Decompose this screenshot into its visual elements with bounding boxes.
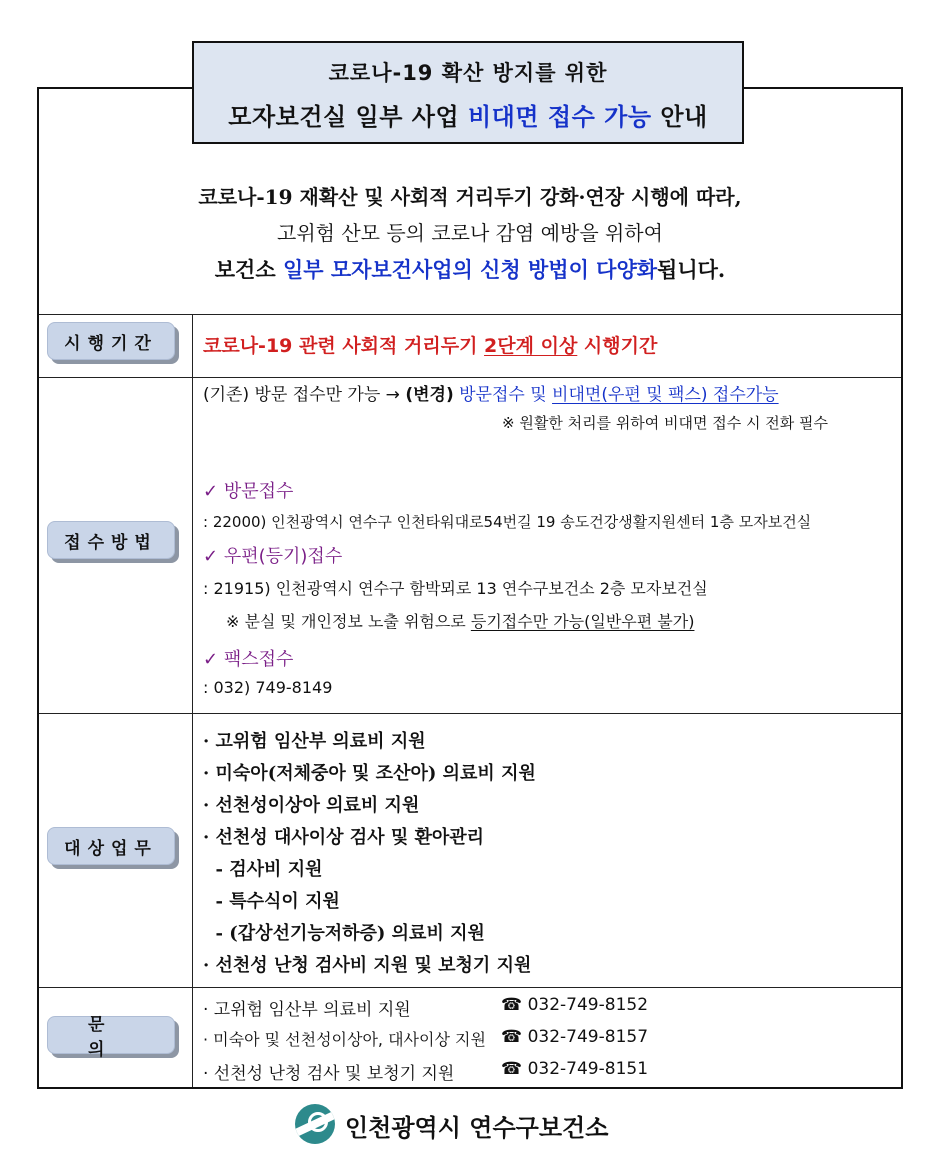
intro-line3 — [39, 254, 901, 284]
inquiry-phone-wrap — [501, 995, 648, 1015]
mail-title: 우편(등기)접수 — [223, 546, 343, 567]
inquiry-phone[interactable]: 032-749-8152 — [527, 995, 649, 1015]
method-note: ※ 원활한 처리를 위하여 비대면 접수 시 전화 필수 — [502, 414, 829, 432]
title-line2-part1: 모자보건실 일부 사업 — [228, 103, 468, 131]
intro-line3-part1: 보건소 — [214, 257, 283, 282]
inquiry-item — [203, 1059, 649, 1084]
inquiry-label-cell — [39, 988, 193, 1087]
method-label: 접수방법 — [47, 521, 175, 559]
mail-note — [226, 609, 694, 632]
intro-line1: 코로나-19 재확산 및 사회적 거리두기 강화·연장 시행에 따라, — [198, 185, 742, 209]
phone-icon: ☎ — [501, 1059, 523, 1079]
intro-line3-part3: 됩니다. — [657, 257, 726, 282]
yeonsu-gu-logo-icon — [295, 1104, 335, 1144]
service-subitem: - 특수식이 지원 — [203, 891, 340, 912]
inquiry-phone[interactable]: 032-749-8157 — [527, 1027, 649, 1047]
footer-org: 인천광역시 연수구보건소 — [345, 1114, 609, 1142]
visit-heading — [203, 477, 293, 503]
service-subitem: - 검사비 지원 — [203, 859, 323, 880]
mail-address: : 21915) 인천광역시 연수구 함박뫼로 13 연수구보건소 2층 모자보건실 — [203, 579, 708, 598]
inquiry-item — [203, 995, 649, 1020]
inquiry-content — [194, 988, 901, 1087]
method-content — [194, 378, 901, 713]
mail-note-part1: ※ 분실 및 개인정보 노출 위험으로 — [226, 612, 471, 631]
inquiry-name: · 고위험 임산부 의료비 지원 — [203, 1000, 411, 1020]
row-inquiry — [39, 988, 901, 1087]
inquiry-phone-wrap — [501, 1027, 648, 1047]
check-icon: ✓ — [203, 546, 219, 567]
services-label-cell — [39, 714, 193, 987]
service-item: · 미숙아(저체중아 및 조산아) 의료비 지원 — [203, 763, 536, 784]
period-text — [203, 331, 657, 358]
visit-title: 방문접수 — [223, 481, 294, 502]
row-period — [39, 315, 901, 378]
inquiry-phone-wrap — [501, 1059, 648, 1079]
service-item: · 선천성이상아 의료비 지원 — [203, 795, 420, 816]
period-text-part3: 시행기간 — [577, 335, 658, 357]
fax-title: 팩스접수 — [223, 649, 294, 670]
service-item: · 고위험 임산부 의료비 지원 — [203, 731, 426, 752]
inquiry-phone[interactable]: 032-749-8151 — [527, 1059, 649, 1079]
mail-note-highlight: 등기접수만 가능(일반우편 불가) — [470, 612, 695, 631]
period-label: 시행기간 — [47, 322, 175, 360]
title-highlight: 비대면 접수 가능 — [468, 103, 652, 131]
phone-icon: ☎ — [501, 995, 523, 1015]
intro-line2: 고위험 산모 등의 코로나 감염 예방을 위하여 — [277, 221, 663, 245]
mail-heading — [203, 542, 342, 568]
method-change-line — [203, 380, 779, 405]
check-icon: ✓ — [203, 481, 219, 502]
method-after-1: 방문접수 및 — [453, 385, 553, 405]
period-text-highlight: 2단계 이상 — [484, 335, 578, 357]
inquiry-item — [203, 1027, 649, 1050]
method-change-tag: (변경) — [405, 385, 454, 405]
inquiry-name: · 미숙아 및 선천성이상아, 대사이상 지원 — [203, 1030, 486, 1049]
period-text-part1: 코로나-19 관련 사회적 거리두기 — [203, 335, 485, 357]
visit-address: : 22000) 인천광역시 연수구 인천타워대로54번길 19 송도건강생활지원센터 1층 모자보건실 — [203, 513, 812, 531]
period-content — [194, 315, 901, 377]
fax-heading — [203, 645, 293, 671]
title-line2 — [194, 97, 742, 132]
service-item: · 선천성 난청 검사비 지원 및 보청기 지원 — [203, 955, 532, 976]
service-item: · 선천성 대사이상 검사 및 환아관리 — [203, 827, 485, 848]
inquiry-label: 문 의 — [47, 1016, 175, 1054]
method-before: (기존) 방문 접수만 가능 → — [203, 385, 406, 405]
period-label-cell — [39, 315, 193, 377]
row-method — [39, 378, 901, 714]
service-subitem: - (갑상선기능저하증) 의료비 지원 — [203, 923, 485, 944]
method-label-cell — [39, 378, 193, 713]
method-after-2: 비대면(우편 및 팩스) 접수가능 — [552, 385, 779, 405]
title-box — [192, 41, 744, 144]
row-services — [39, 714, 901, 988]
services-label: 대상업무 — [47, 827, 175, 865]
title-line1: 코로나-19 확산 방지를 위한 — [328, 61, 608, 85]
intro-highlight: 일부 모자보건사업의 신청 방법이 다양화 — [282, 257, 658, 282]
notice-frame — [37, 87, 903, 1089]
title-line2-part3: 안내 — [651, 103, 708, 131]
services-content — [194, 714, 901, 987]
check-icon: ✓ — [203, 649, 219, 670]
fax-number: : 032) 749-8149 — [203, 678, 333, 697]
inquiry-name: · 선천성 난청 검사 및 보청기 지원 — [203, 1064, 455, 1084]
phone-icon: ☎ — [501, 1027, 523, 1047]
